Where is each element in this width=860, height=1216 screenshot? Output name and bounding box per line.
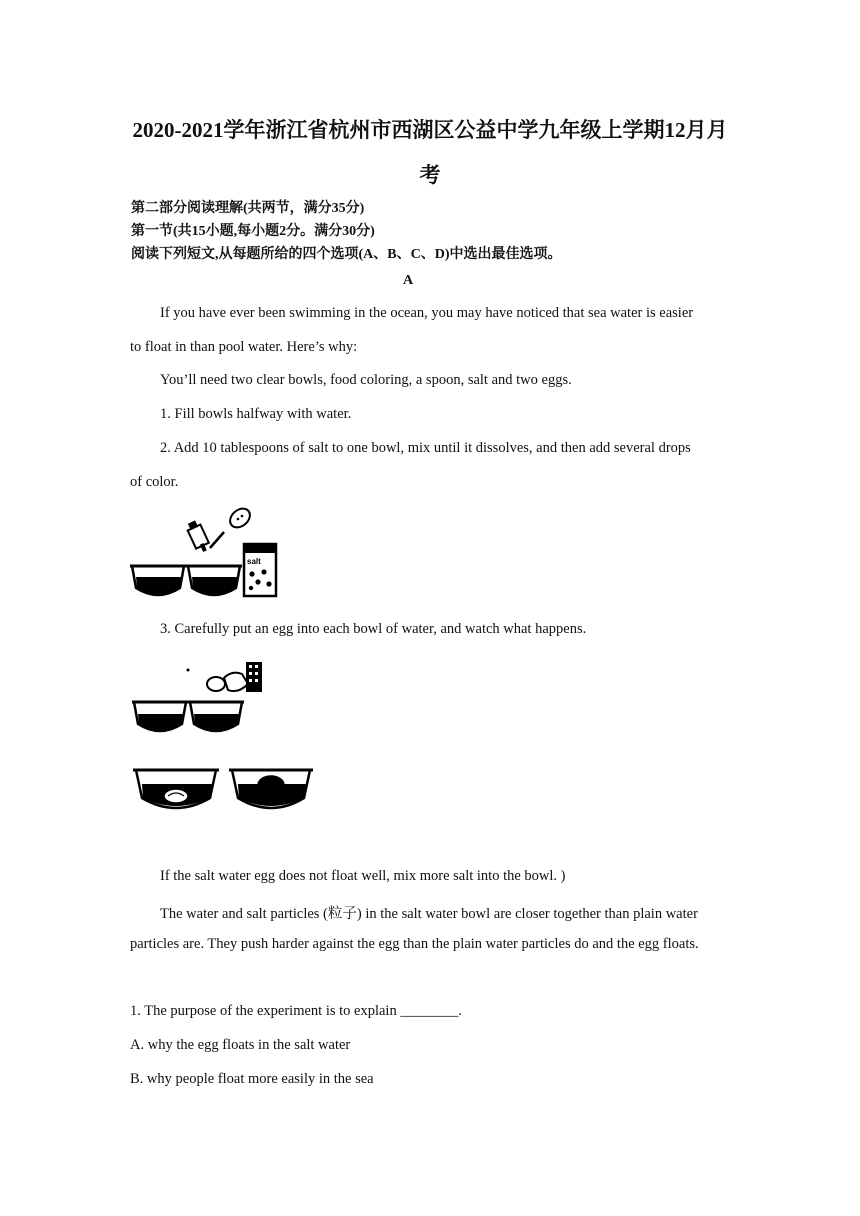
question-1-stem: 1. The purpose of the experiment is to explain ________. [130, 1003, 462, 1019]
illustration-bowls-salt [128, 504, 284, 602]
paragraph-4-line-2: particles are. They push harder against the egg than the plain water particles do and the egg floats. [130, 936, 699, 952]
instruction-text: 阅读下列短文,从每题所给的四个选项(A、B、C、D)中选出最佳选项。 [131, 247, 562, 262]
step-2-line-1: 2. Add 10 tablespoons of salt to one bowl, mix until it dissolves, and then add several drops [160, 440, 691, 456]
paragraph-2: You’ll need two clear bowls, food coloring, a spoon, salt and two eggs. [160, 372, 572, 388]
section-heading: 第二部分阅读理解(共两节，满分35分) [131, 201, 365, 216]
illustration-eggs [128, 654, 314, 822]
question-1-option-a: A. why the egg floats in the salt water [130, 1037, 351, 1053]
paragraph-4-line-1: The water and salt particles (粒子) in the salt water bowl are closer together than plain water [160, 906, 698, 922]
question-1-option-b: B. why people float more easily in the sea [130, 1071, 374, 1087]
subsection-heading: 第一节(共15小题,每小题2分。满分30分) [131, 224, 375, 239]
paragraph-3: If the salt water egg does not float well, mix more salt into the bowl. ) [160, 868, 566, 884]
page-title-line1: 2020-2021学年浙江省杭州市西湖区公益中学九年级上学期12月月 [132, 118, 728, 142]
step-2-line-2: of color. [130, 474, 179, 490]
step-3: 3. Carefully put an egg into each bowl of water, and watch what happens. [160, 621, 587, 637]
salt-box-label: salt [247, 557, 261, 566]
paragraph-1-line-1: If you have ever been swimming in the ocean, you may have noticed that sea water is easier [160, 305, 694, 321]
step-1: 1. Fill bowls halfway with water. [160, 406, 352, 422]
paragraph-1-line-2: to float in than pool water. Here’s why: [130, 339, 358, 355]
page-title-line2: 考 [419, 163, 441, 187]
passage-label: A [402, 273, 414, 288]
